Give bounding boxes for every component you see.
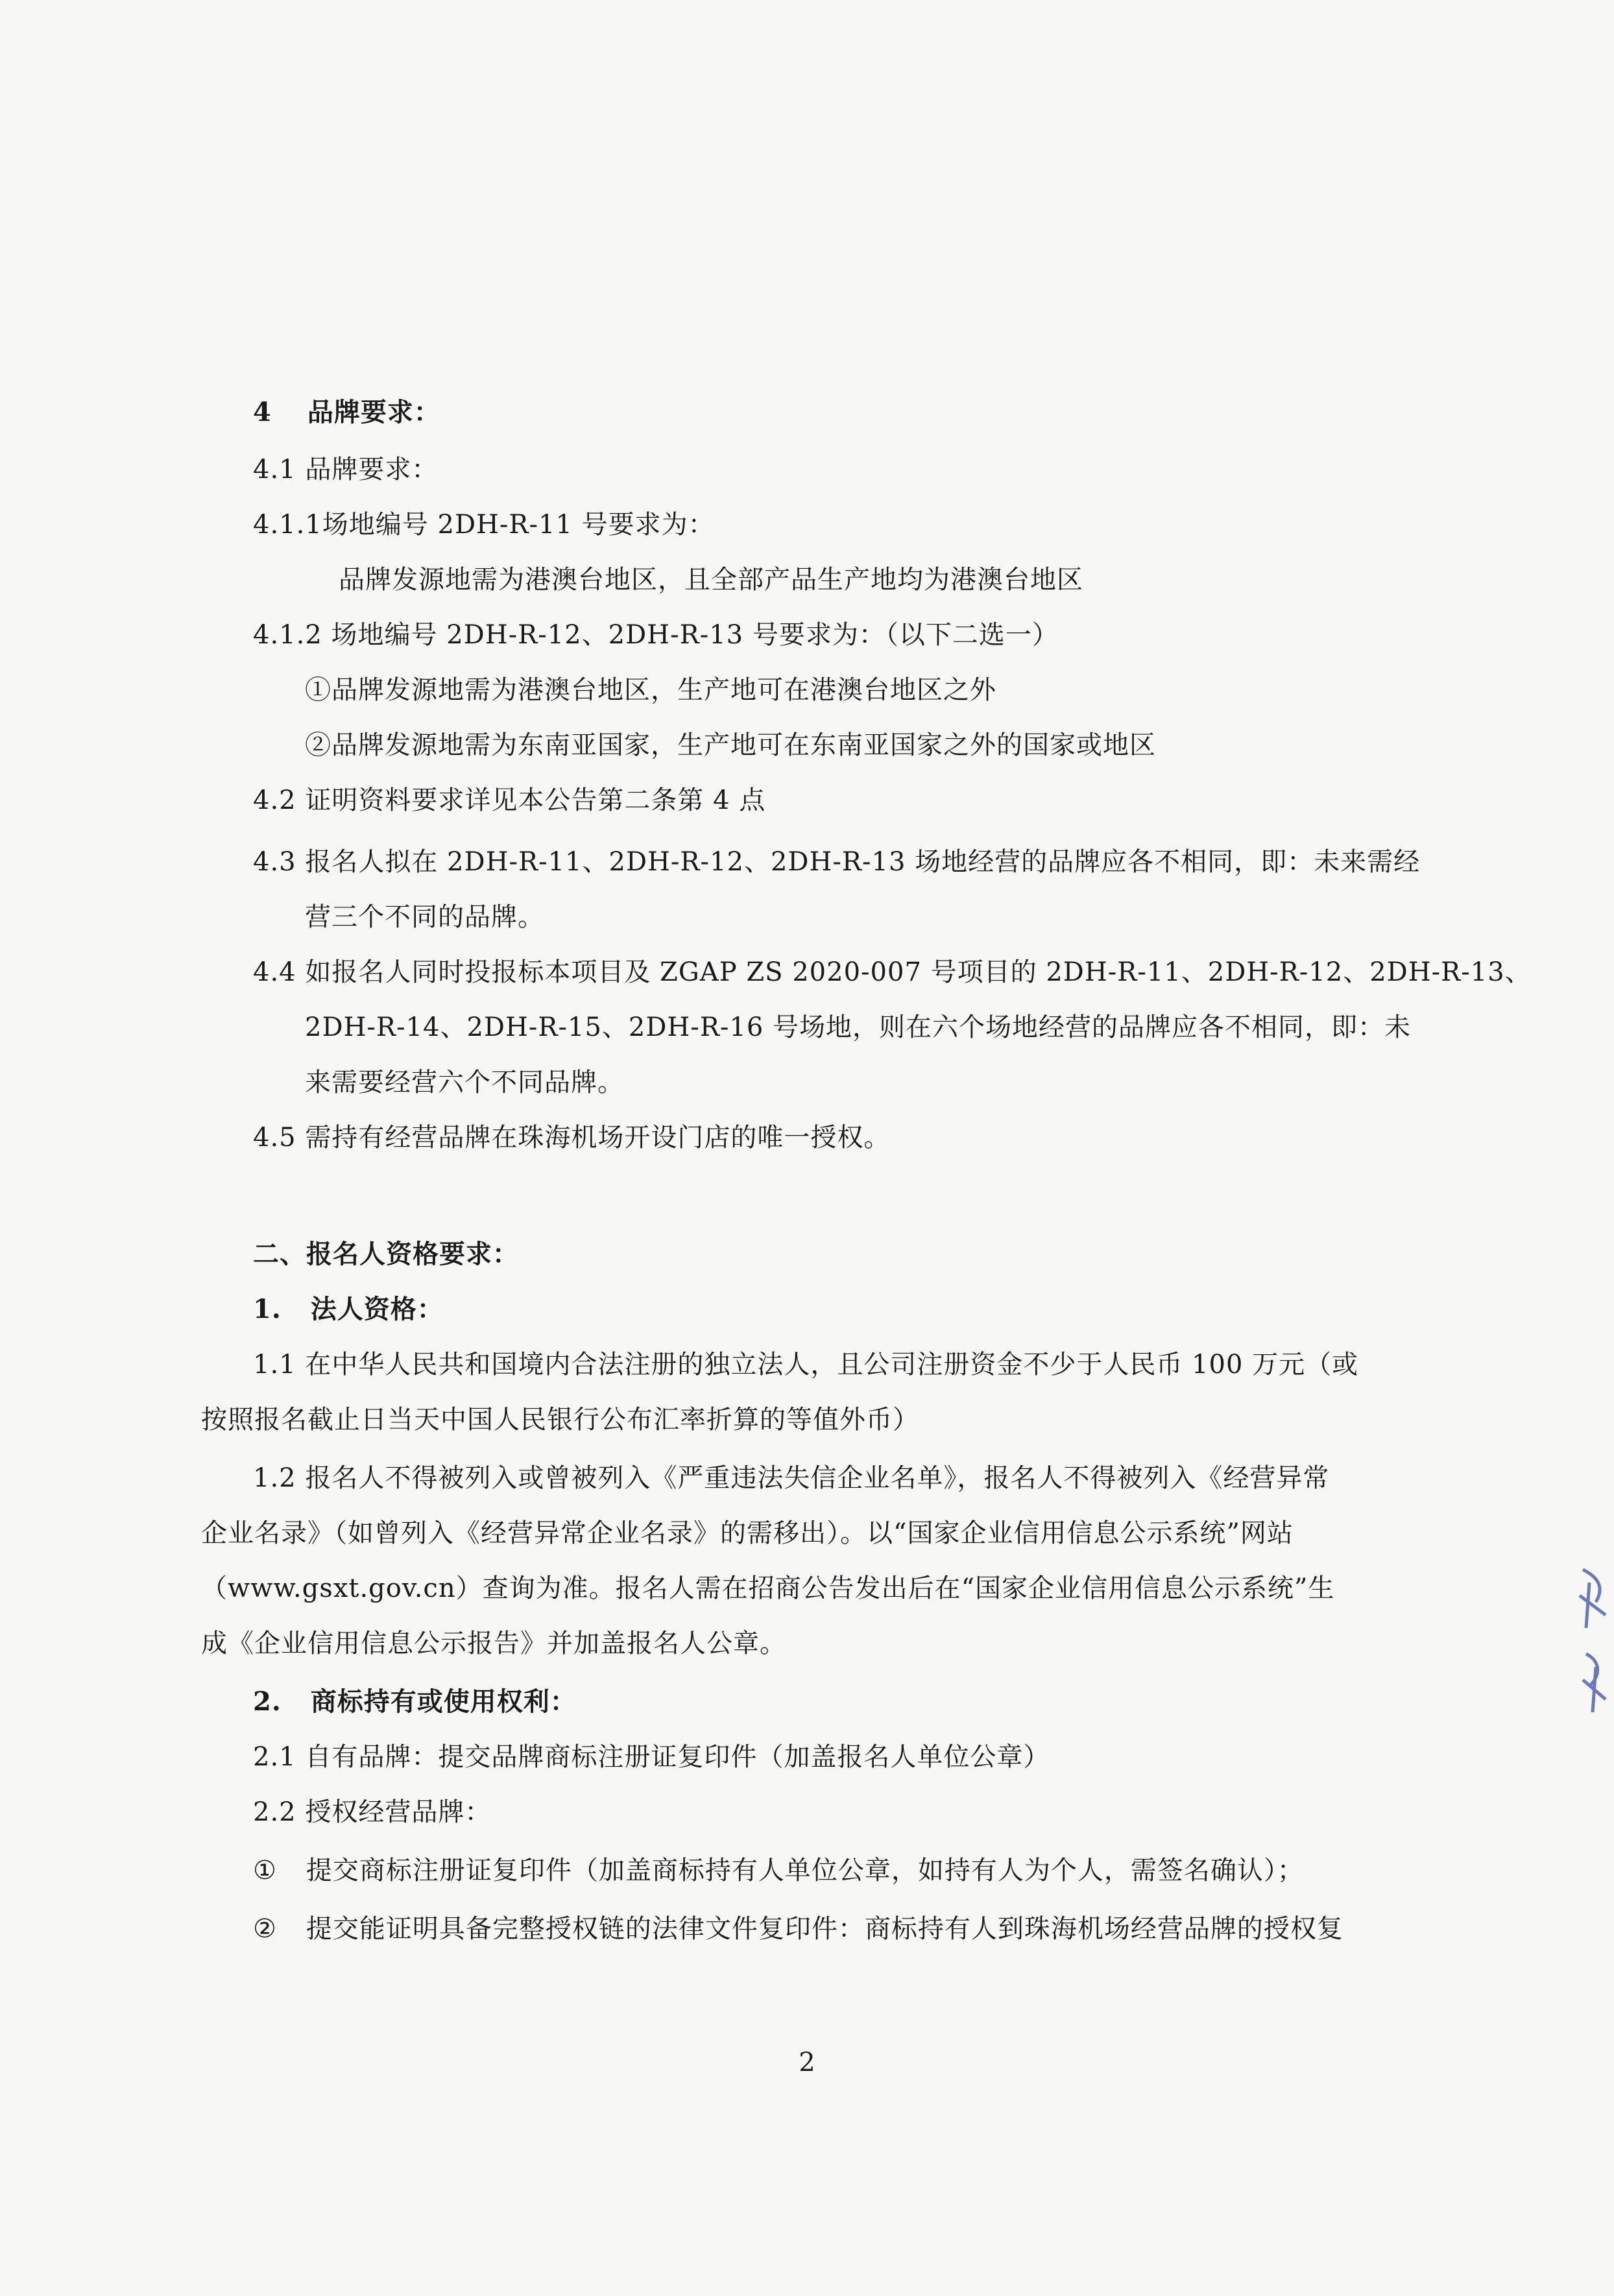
item-4-4: 4.4 如报名人同时投报标本项目及 ZGAP ZS 2020-007 号项目的 2DH-R-11、2DH-R-12、2DH-R-13、 bbox=[253, 957, 1532, 987]
item-2-2: 2.2 授权经营品牌： bbox=[253, 1797, 492, 1827]
item-4-3: 4.3 报名人拟在 2DH-R-11、2DH-R-12、2DH-R-13 场地经营的品牌应各不相同，即：未来需经 bbox=[253, 847, 1421, 877]
item-4-4-continued-1: 2DH-R-14、2DH-R-15、2DH-R-16 号场地，则在六个场地经营的品牌应各不相同，即：未 bbox=[305, 1012, 1412, 1042]
margin-seal-mark bbox=[1570, 1557, 1614, 1751]
item-1-2: 1.2 报名人不得被列入或曾被列入《严重违法失信企业名单》，报名人不得被列入《经营异常 bbox=[253, 1463, 1330, 1493]
item-2-2-point-1: ① 提交商标注册证复印件（加盖商标持有人单位公章，如持有人为个人，需签名确认）； bbox=[253, 1856, 1304, 1885]
item-4-1-1: 4.1.1场地编号 2DH-R-11 号要求为： bbox=[253, 510, 715, 540]
page-number: 2 bbox=[799, 2048, 815, 2077]
item-4-1-2-option-1: ①品牌发源地需为港澳台地区，生产地可在港澳台地区之外 bbox=[305, 675, 996, 705]
item-4-5: 4.5 需持有经营品牌在珠海机场开设门店的唯一授权。 bbox=[253, 1123, 891, 1153]
item-2-1: 2.1 自有品牌：提交品牌商标注册证复印件（加盖报名人单位公章） bbox=[253, 1742, 1050, 1772]
section-2-heading: 二、报名人资格要求： bbox=[253, 1239, 519, 1269]
item-4-1: 4.1 品牌要求： bbox=[253, 455, 439, 484]
item-4-1-2: 4.1.2 场地编号 2DH-R-12、2DH-R-13 号要求为：（以下二选一） bbox=[253, 620, 1059, 650]
item-1-2-continued-2: （www.gsxt.gov.cn）查询为准。报名人需在招商公告发出后在“国家企业信用信息公示系统”生 bbox=[201, 1573, 1335, 1603]
item-4-2: 4.2 证明资料要求详见本公告第二条第 4 点 bbox=[253, 785, 766, 815]
item-1-2-continued-1: 企业名录》（如曾列入《经营异常企业名录》的需移出）。以“国家企业信用信息公示系统”网站 bbox=[201, 1518, 1294, 1548]
item-2-2-point-2: ② 提交能证明具备完整授权链的法律文件复印件：商标持有人到珠海机场经营品牌的授权复 bbox=[253, 1914, 1343, 1944]
item-1-1: 1.1 在中华人民共和国境内合法注册的独立法人，且公司注册资金不少于人民币 100 万元（或 bbox=[253, 1350, 1359, 1380]
item-1-heading: 1. 法人资格： bbox=[253, 1294, 444, 1324]
item-1-2-continued-3: 成《企业信用信息公示报告》并加盖报名人公章。 bbox=[201, 1629, 786, 1658]
item-2-heading: 2. 商标持有或使用权利： bbox=[253, 1686, 577, 1717]
item-4-4-continued-2: 来需要经营六个不同品牌。 bbox=[305, 1068, 624, 1097]
item-4-1-1-detail: 品牌发源地需为港澳台地区，且全部产品生产地均为港澳台地区 bbox=[339, 565, 1083, 595]
item-4-3-continued: 营三个不同的品牌。 bbox=[305, 902, 544, 932]
item-4-1-2-option-2: ②品牌发源地需为东南亚国家，生产地可在东南亚国家之外的国家或地区 bbox=[305, 730, 1156, 760]
item-1-1-continued: 按照报名截止日当天中国人民银行公布汇率折算的等值外币） bbox=[201, 1405, 919, 1435]
section-4-heading: 4 品牌要求： bbox=[253, 397, 440, 427]
